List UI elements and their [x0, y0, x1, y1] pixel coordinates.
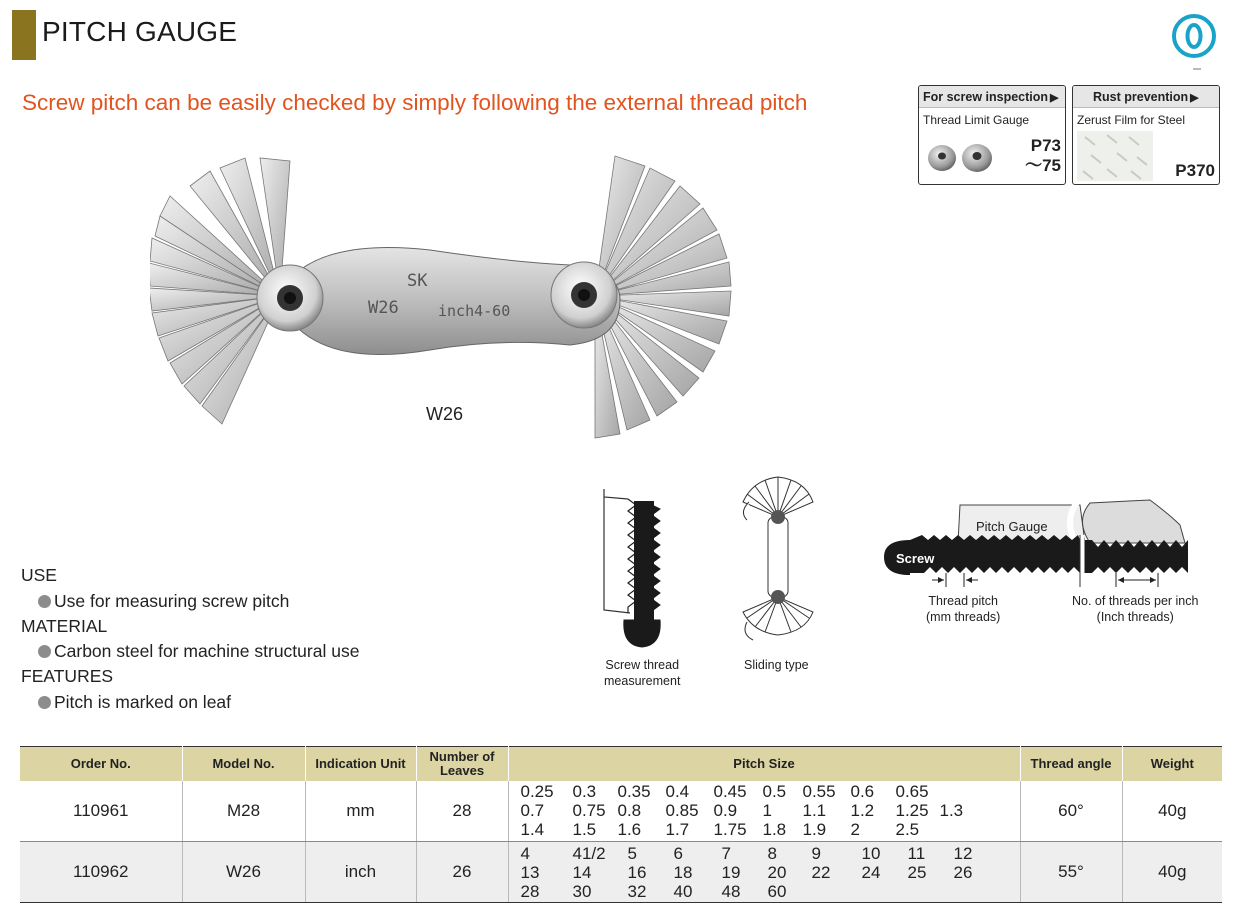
pitch-value: 6 — [673, 843, 683, 863]
pitch-value: 0.75 — [572, 801, 606, 821]
table-row — [20, 842, 1222, 903]
pitch-value: 7 — [721, 843, 731, 863]
ref-heading: Rust prevention ▶ — [1073, 86, 1219, 108]
ref-heading: For screw inspection ▶ — [919, 86, 1065, 108]
pitch-value: 1.3 — [939, 801, 964, 821]
material-text: Carbon steel for machine structural use — [38, 641, 359, 662]
col-leaves: Number of Leaves — [416, 747, 508, 781]
cell-leaves: 28 — [416, 781, 508, 842]
pitch-value: 20 — [767, 862, 787, 882]
pitch-value: 1.1 — [802, 801, 827, 821]
pitch-value: 1.6 — [617, 820, 642, 840]
screw-thread-caption: Screw thread measurement — [604, 658, 681, 688]
title-accent-bar — [12, 10, 36, 60]
pitch-measurement-diagram — [880, 495, 1230, 595]
pitch-value: 30 — [572, 881, 592, 901]
ref-page-number: P370 — [1175, 161, 1215, 180]
gauge-brand-text: SK — [407, 271, 428, 291]
circled-zero-icon — [1172, 14, 1216, 58]
pitch-value: 28 — [520, 881, 540, 901]
pitch-gauge-label: Pitch Gauge — [976, 519, 1048, 534]
pitch-value: 12 — [953, 843, 973, 863]
pitch-value: 5 — [627, 843, 637, 863]
pitch-value: 0.55 — [802, 782, 836, 802]
table-header-row — [20, 747, 1222, 781]
pitch-value: 0.7 — [520, 801, 545, 821]
bullet-icon — [38, 696, 51, 709]
cell-leaves: 26 — [416, 842, 508, 903]
pitch-value: 48 — [721, 881, 741, 901]
features-label: FEATURES — [21, 666, 114, 686]
pitch-value: 14 — [572, 862, 592, 882]
pitch-value: 1.9 — [802, 820, 827, 840]
pitch-value: 1.75 — [713, 820, 747, 840]
thread-pitch-caption: Thread pitch (mm threads) — [926, 594, 1001, 624]
col-unit: Indication Unit — [305, 747, 416, 781]
col-model: Model No. — [182, 747, 305, 781]
pitch-value: 19 — [721, 862, 741, 882]
ref-product: Zerust Film for Steel — [1077, 113, 1186, 127]
pitch-value: 0.4 — [665, 782, 690, 802]
pitch-value: 2.5 — [895, 820, 920, 840]
divider — [1193, 68, 1201, 70]
pitch-value: 0.45 — [713, 782, 747, 802]
cell-unit: inch — [305, 842, 416, 903]
col-weight: Weight — [1122, 747, 1222, 781]
bullet-icon — [38, 645, 51, 658]
play-arrow-icon: ▶ — [1190, 92, 1199, 104]
pitch-line — [521, 801, 1020, 820]
cell-weight: 40g — [1122, 781, 1222, 842]
gauge-range-text: inch4-60 — [438, 302, 511, 320]
cell-order: 110961 — [20, 781, 182, 842]
pitch-line — [521, 863, 1020, 882]
features-text: Pitch is marked on leaf — [38, 692, 231, 713]
ring-gauge-image — [925, 140, 1005, 176]
cell-pitch — [508, 781, 1020, 842]
pitch-value: 1.7 — [665, 820, 690, 840]
cell-model: M28 — [182, 781, 305, 842]
cell-model: W26 — [182, 842, 305, 903]
play-arrow-icon: ▶ — [1050, 92, 1059, 104]
tagline: Screw pitch can be easily checked by simply following the external thread pitch — [22, 90, 808, 115]
pitch-value: 0.9 — [713, 801, 738, 821]
col-pitch: Pitch Size — [508, 747, 1020, 781]
ref-product: Thread Limit Gauge — [923, 113, 1030, 127]
use-text: Use for measuring screw pitch — [38, 591, 289, 612]
screw-label: Screw — [896, 551, 935, 566]
pitch-value: 10 — [861, 843, 881, 863]
col-angle: Thread angle — [1020, 747, 1122, 781]
pitch-value: 1.25 — [895, 801, 929, 821]
pitch-value: 11 — [907, 843, 926, 863]
pitch-value: 60 — [767, 881, 787, 901]
pitch-value: 0.6 — [850, 782, 875, 802]
spec-table — [20, 746, 1222, 903]
pitch-value: 24 — [861, 862, 881, 882]
pitch-value: 9 — [811, 843, 821, 863]
sliding-type-diagram — [733, 472, 823, 652]
screw-thread-diagram — [590, 485, 680, 655]
pitch-line — [521, 820, 1020, 839]
pitch-value: 1.2 — [850, 801, 875, 821]
page-title: PITCH GAUGE — [42, 16, 238, 47]
cell-angle: 60° — [1020, 781, 1122, 842]
pitch-value: 26 — [953, 862, 973, 882]
pitch-value: 25 — [907, 862, 927, 882]
pitch-value: 0.85 — [665, 801, 699, 821]
pitch-value: 18 — [673, 862, 693, 882]
gauge-model-text: W26 — [368, 298, 399, 318]
cell-weight: 40g — [1122, 842, 1222, 903]
pitch-value: 0.65 — [895, 782, 929, 802]
sliding-type-caption: Sliding type — [744, 658, 809, 672]
pitch-value: 0.8 — [617, 801, 642, 821]
photo-caption: W26 — [426, 404, 464, 424]
pitch-line — [521, 844, 1020, 863]
pitch-value: 1.8 — [762, 820, 787, 840]
cell-order: 110962 — [20, 842, 182, 903]
pitch-value: 40 — [673, 881, 693, 901]
pitch-line — [521, 782, 1020, 801]
pitch-value: 1 — [762, 801, 772, 821]
pitch-value: 0.3 — [572, 782, 597, 802]
pitch-value: 4 — [520, 843, 530, 863]
use-label: USE — [21, 565, 57, 585]
pitch-value: 0.35 — [617, 782, 651, 802]
pitch-value: 2 — [850, 820, 860, 840]
cell-angle: 55° — [1020, 842, 1122, 903]
bullet-icon — [38, 595, 51, 608]
pitch-value: 22 — [811, 862, 831, 882]
pitch-line — [521, 882, 1020, 901]
ref-page-number: P73 〜75 — [1025, 136, 1061, 175]
cell-unit: mm — [305, 781, 416, 842]
ref-box-thread-limit-gauge[interactable] — [918, 85, 1066, 185]
material-label: MATERIAL — [21, 616, 108, 636]
threads-per-inch-caption: No. of threads per inch (Inch threads) — [1072, 594, 1199, 624]
pitch-value: 16 — [627, 862, 647, 882]
pitch-value: 1.4 — [520, 820, 545, 840]
pitch-value: 1.5 — [572, 820, 597, 840]
col-order: Order No. — [20, 747, 182, 781]
cell-pitch — [508, 842, 1020, 903]
pitch-value: 0.25 — [520, 782, 554, 802]
pitch-value: 0.5 — [762, 782, 787, 802]
pitch-value: 8 — [767, 843, 777, 863]
ref-box-zerust-film[interactable] — [1072, 85, 1220, 185]
zerust-film-image — [1077, 131, 1153, 181]
pitch-value: 41/2 — [572, 843, 606, 863]
pitch-value: 32 — [627, 881, 647, 901]
pitch-value: 13 — [520, 862, 540, 882]
table-row — [20, 781, 1222, 842]
